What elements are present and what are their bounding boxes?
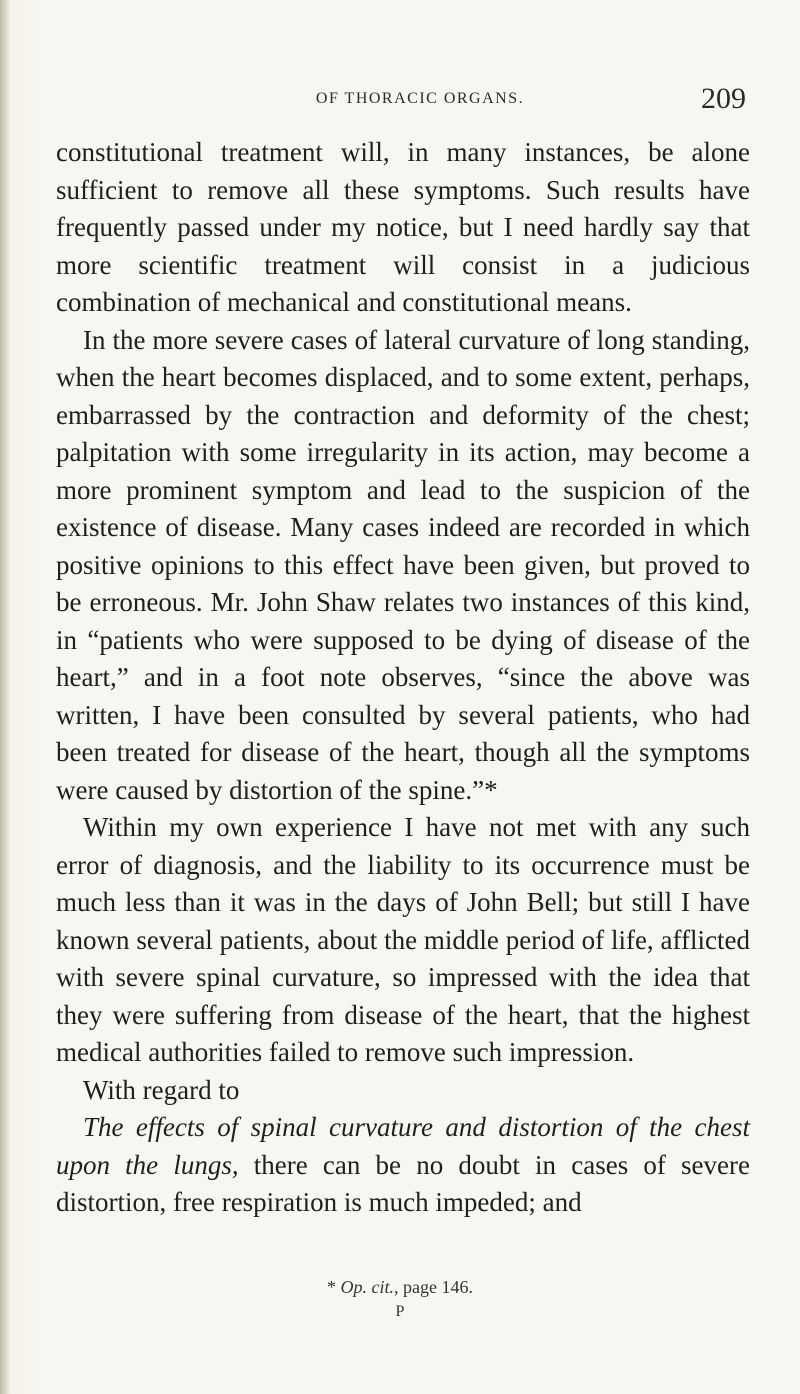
running-head: [0, 84, 800, 124]
signature-mark: P: [395, 1303, 405, 1320]
footnote-marker: *: [327, 1277, 341, 1297]
paragraph-1: constitutional treatment will, in many instances, be alone sufficient to remove all these symptoms. Such results have frequently passed under my notice, but I need hardly say that more scientific treatment will consist in a judicious combination of mechanical and constitutional means.: [56, 137, 750, 317]
paragraph-5-text: there can be no doubt in cases of severe distortion, free respiration is much impeded; and: [56, 1149, 750, 1217]
paragraph-5: [56, 1109, 750, 1222]
page-number: 209: [701, 82, 746, 115]
paragraph-3: Within my own experience I have not met with any such error of diagnosis, and the liability to its occurrence must be much less than it was in the days of John Bell; but still I have known several patients, about the middle period of life, afflicted with severe spinal curvature, so impressed with the idea that they were suffering from disease of the heart, that the highest medical authorities failed to remove such impression.: [56, 812, 750, 1067]
body-text: [56, 134, 750, 1222]
paragraph-4: With regard to: [83, 1074, 240, 1105]
running-title: OF THORACIC ORGANS.: [315, 90, 525, 107]
italic-subject-heading: The effects of spinal curvature and distortion of the chest upon the lungs,: [56, 1112, 750, 1180]
footnote-citation: Op. cit.,: [340, 1277, 399, 1297]
paragraph-2: In the more severe cases of lateral curvature of long standing, when the heart becomes displaced, and to some extent, perhaps, embarrassed by the contraction and deformity of the chest; palpitation with some irregularity in its action, may become a more prominent symptom and lead to the suspicion of the existence of disease. Many cases indeed are recorded in which positive opinions to this effect have been given, but proved to be erroneous. Mr. John Shaw relates two instances of this kind, in “patients who were supposed to be dying of disease of the heart,” and in a foot note observes, “since the above was written, I have been consulted by several patients, who had been treated for disease of the heart, though all the symptoms were caused by distortion of the spine.”*: [56, 324, 750, 805]
page-gutter-shadow: [0, 0, 10, 1394]
footnote: [0, 1277, 800, 1298]
footnote-page: page 146.: [398, 1277, 473, 1297]
